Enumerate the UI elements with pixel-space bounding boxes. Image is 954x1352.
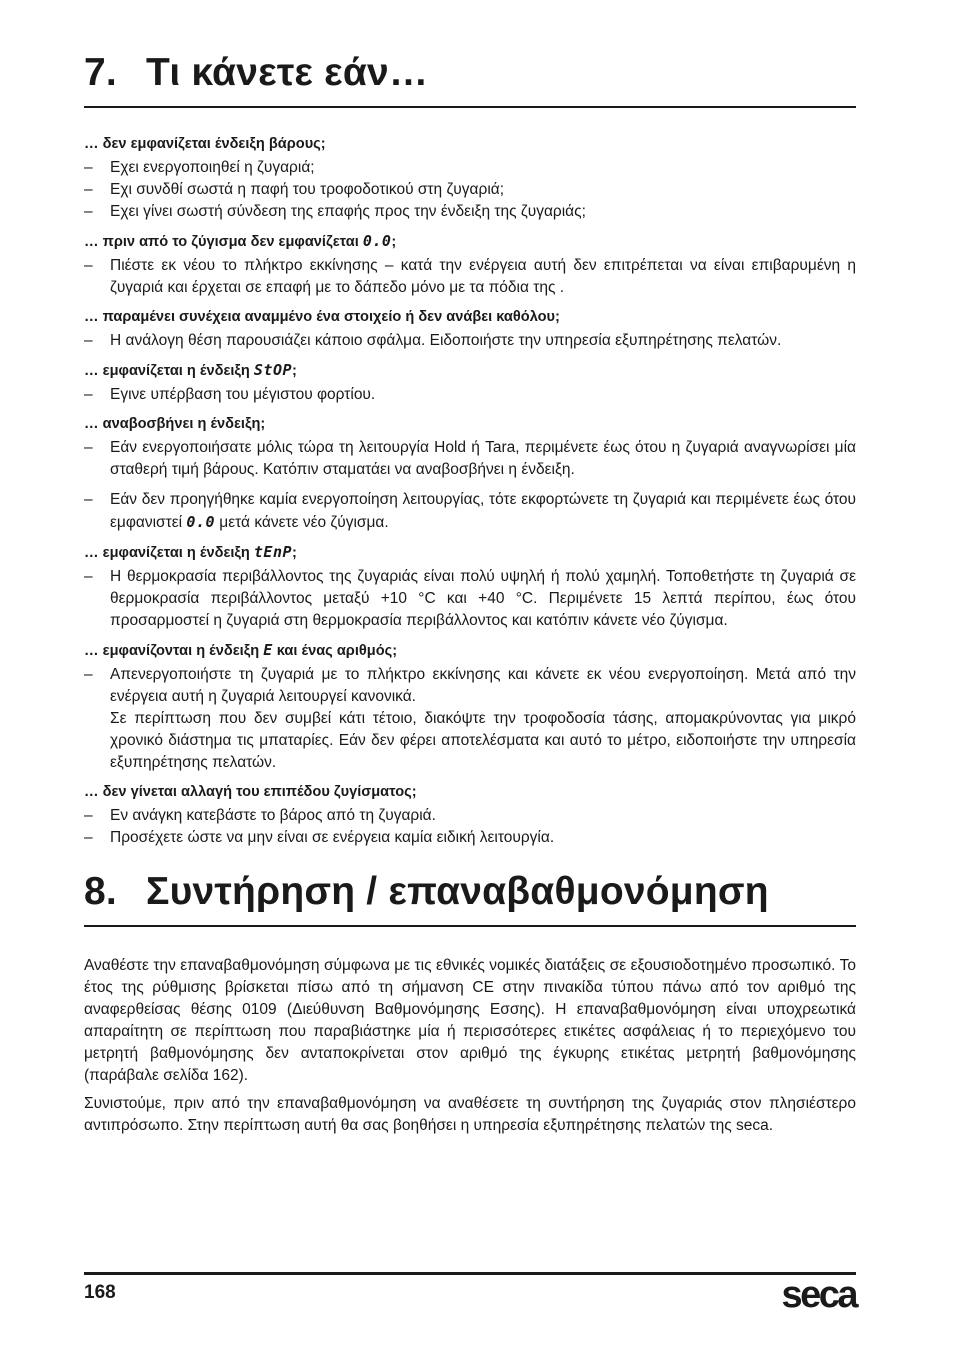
list-item — [84, 827, 856, 849]
list-item — [84, 330, 856, 352]
item-heading: … αναβοσβήνει η ένδειξη; — [84, 416, 266, 432]
list-item — [84, 384, 856, 406]
heading-text: και ένας αριθμός; — [272, 643, 398, 659]
document-page — [84, 0, 856, 1143]
list-item — [84, 437, 856, 481]
list-item-text: Εχει ενεργοποιηθεί η ζυγαριά; — [110, 159, 315, 176]
dash-bullet: – — [84, 491, 93, 508]
page-number: 168 — [84, 1282, 116, 1303]
list-item — [84, 664, 856, 708]
list-item-text: Εάν ενεργοποιήσατε μόλις τώρα τη λειτουργία Hold ή Tara, περιμένετε έως ότου η ζυγαριά αναγνωρίσει μία σταθερή τιμή βάρους. Κατόπιν σταματάει να αναβοσβήνει η ένδειξη. — [110, 439, 856, 478]
list-item — [84, 179, 856, 201]
display-readout: 0.0 — [186, 513, 215, 531]
dash-bullet: – — [84, 829, 93, 846]
list-item-text: Εχι συνδθί σωστά η παφή του τροφοδοτικού στη ζυγαριά; — [110, 181, 505, 198]
item-heading — [84, 361, 856, 381]
dash-bullet: – — [84, 439, 93, 456]
dash-bullet: – — [84, 386, 93, 403]
list-item-text: Εν ανάγκη κατεβάστε το βάρος από τη ζυγαριά. — [110, 807, 436, 824]
troubleshooting-item — [84, 361, 856, 406]
chapter-7-title — [84, 50, 856, 108]
list-item — [84, 805, 856, 827]
chapter-title-text: Τι κάνετε εάν… — [146, 51, 429, 94]
footer-divider — [84, 1272, 856, 1275]
chapter-title-text: Συντήρηση / επαναβαθμονόμηση — [146, 870, 769, 913]
list-item-text: Η ανάλογη θέση παρουσιάζει κάποιο σφάλμα. Ειδοποιήστε την υπηρεσία εξυπηρέτησης πελατών. — [110, 332, 782, 349]
display-readout: 0.0 — [362, 232, 392, 250]
item-heading: … δεν γίνεται αλλαγή του επιπέδου ζυγίσματος; — [84, 784, 417, 800]
display-readout: E — [263, 641, 273, 659]
troubleshooting-item — [84, 543, 856, 632]
list-item-text: Εγινε υπέρβαση του μέγιστου φορτίου. — [110, 386, 376, 403]
troubleshooting-item — [84, 641, 856, 774]
dash-bullet: – — [84, 257, 93, 274]
paragraph: Συνιστούμε, πριν από την επαναβαθμονόμηση να αναθέσετε τη συντήρηση της ζυγαριάς στον πλησιέστερο αντιπρόσωπο. Στην περίπτωση αυτή θα σας βοηθήσει η υπηρεσία εξυπηρέτησης πελατών της seca. — [84, 1095, 856, 1134]
list-item-text: Η θερμοκρασία περιβάλλοντος της ζυγαριάς είναι πολύ υψηλή ή πολύ χαμηλή. Τοποθετήστε τη ζυγαριά σε θερμοκρασία περιβάλλοντος μεταξύ +10 °C και +40 °C. Περιμένετε 15 λεπτά περίπου, έως ότου προσαρμοστεί η ζυγαριά στη θερμοκρασία περιβάλλοντος και κατόπιν κάνετε νέο ζύγισμα. — [110, 568, 856, 629]
dash-bullet: – — [84, 203, 93, 220]
list-item-text: μετά κάνετε νέο ζύγισμα. — [215, 514, 389, 531]
list-item-text: Πιέστε εκ νέου το πλήκτρο εκκίνησης – κατά την ενέργεια αυτή δεν επιτρέπεται να είναι επιβαρυμένη η ζυγαριά και έρχεται σε επαφή με το δάπεδο μόνο με τα πόδια της . — [110, 257, 856, 296]
heading-text: … πριν από το ζύγισμα δεν εμφανίζεται — [84, 234, 363, 250]
seca-logo: seca — [781, 1274, 856, 1316]
dash-bullet: – — [84, 159, 93, 176]
paragraph: Αναθέστε την επαναβαθμονόμηση σύμφωνα με τις εθνικές νομικές διατάξεις σε εξουσιοδοτημένο προσωπικό. Το έτος της ρύθμισης βρίσκεται πίσω από τη σήμανση CE στην πινακίδα τύπου πάνω από τον αριθμό της αναφερθείσας θέσης 0109 (Διεύθυνση Βαθμονόμησης Εσσης). Η επαναβαθμονόμηση είναι υποχρεωτικά απαραίτητη σε περίπτωση που παραβιάστηκε μία ή περισσότερες ετικέτες ασφάλειας ή το περιεχόμενο του μετρητή βαθμονόμησης δεν ανταποκρίνεται στον αριθμό της έγκυρης ετικέτας μετρητή βαθμονόμησης (παράβαλε σελίδα 162). — [84, 957, 856, 1084]
dash-bullet: – — [84, 807, 93, 824]
heading-text: ; — [391, 234, 397, 250]
list-item-text: Προσέχετε ώστε να μην είναι σε ενέργεια καμία ειδική λειτουργία. — [110, 829, 555, 846]
troubleshooting-item — [84, 232, 856, 299]
list-item — [84, 201, 856, 223]
dash-bullet: – — [84, 332, 93, 349]
list-item — [84, 566, 856, 632]
item-heading — [84, 641, 856, 661]
heading-text: … εμφανίζεται η ένδειξη — [84, 363, 254, 379]
heading-text: … εμφανίζονται η ένδειξη — [84, 643, 264, 659]
display-readout: StOP — [253, 361, 293, 379]
list-item-text: Εάν δεν προηγήθηκε καμία ενεργοποίηση λειτουργίας, τότε εκφορτώνετε τη ζυγαριά και περιμένετε έως ότου εμφανιστεί — [110, 491, 856, 531]
chapter-number: 8. — [84, 870, 117, 913]
heading-text: ; — [292, 545, 297, 561]
list-item — [84, 489, 856, 534]
dash-bullet: – — [84, 181, 93, 198]
chapter-number: 7. — [84, 51, 117, 94]
list-item — [84, 157, 856, 179]
list-item-text: Απενεργοποιήστε τη ζυγαριά με το πλήκτρο εκκίνησης και κάνετε εκ νέου ενεργοποίηση. Μετά από την ενέργεια αυτή η ζυγαριά λειτουργεί κανονικά. — [110, 666, 856, 705]
chapter-8-title — [84, 869, 856, 927]
chapter-8-body — [84, 955, 856, 1137]
dash-bullet: – — [84, 568, 93, 585]
dash-bullet: – — [84, 666, 93, 683]
troubleshooting-item — [84, 308, 856, 352]
troubleshooting-item — [84, 135, 856, 223]
list-item-continuation: Σε περίπτωση που δεν συμβεί κάτι τέτοιο, διακόψτε την τροφοδοσία τάσης, απομακρύνοντας για μικρό χρονικό διάστημα τις μπαταρίες. Εάν δεν φέρει αποτελέσματα και αυτό το μέτρο, ειδοποιήστε την υπηρεσία εξυπηρέτησης πελατών. — [110, 710, 856, 771]
troubleshooting-list — [84, 135, 856, 849]
item-heading — [84, 232, 856, 252]
troubleshooting-item — [84, 415, 856, 534]
heading-text: ; — [292, 363, 297, 379]
item-heading — [84, 543, 856, 563]
list-item — [84, 255, 856, 299]
heading-text: … εμφανίζεται η ένδειξη — [84, 545, 254, 561]
item-heading: … δεν εμφανίζεται ένδειξη βάρους; — [84, 136, 326, 152]
list-item-text: Εχει γίνει σωστή σύνδεση της επαφής προς την ένδειξη της ζυγαριάς; — [110, 203, 586, 220]
item-heading: … παραμένει συνέχεια αναμμένο ένα στοιχείο ή δεν ανάβει καθόλου; — [84, 309, 560, 325]
troubleshooting-item — [84, 783, 856, 849]
display-readout: tEnP — [253, 543, 293, 561]
